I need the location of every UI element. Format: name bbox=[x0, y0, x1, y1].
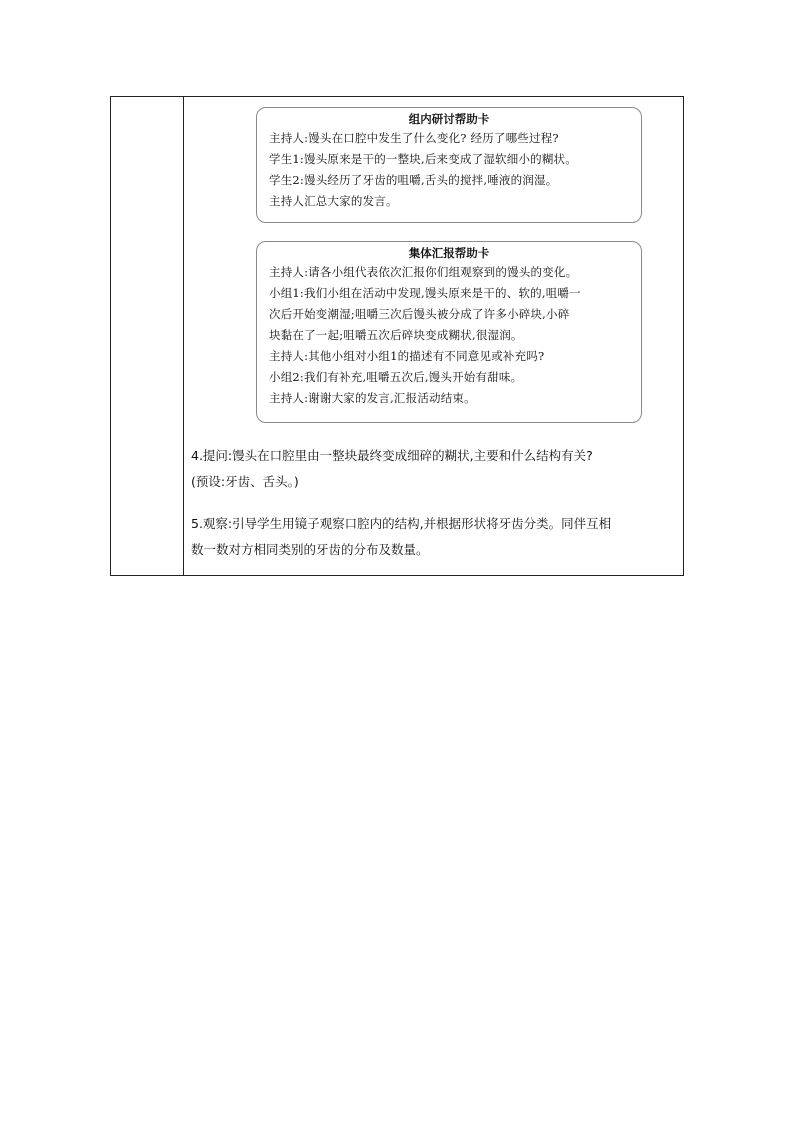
group-discussion-help-card bbox=[256, 107, 642, 223]
card-line: 次后开始变潮湿;咀嚼三次后馒头被分成了许多小碎块,小碎 bbox=[269, 307, 570, 321]
paragraph-line: 5.观察:引导学生用镜子观察口腔内的结构,并根据形状将牙齿分类。同伴互相 bbox=[191, 516, 612, 531]
card-line: 主持人汇总大家的发言。 bbox=[269, 194, 398, 208]
card-line: 主持人:请各小组代表依次汇报你们组观察到的馒头的变化。 bbox=[269, 265, 578, 279]
step-4-question bbox=[191, 443, 681, 495]
group-report-help-card bbox=[256, 241, 642, 423]
card-line: 小组2:我们有补充,咀嚼五次后,馒头开始有甜味。 bbox=[269, 370, 523, 384]
card-line: 主持人:馒头在口腔中发生了什么变化? 经历了哪些过程? bbox=[269, 131, 559, 145]
card-line: 学生1:馒头原来是干的一整块,后来变成了湿软细小的糊状。 bbox=[269, 152, 577, 166]
paragraph-line: (预设:牙齿、舌头。) bbox=[191, 474, 299, 489]
card-title: 组内研讨帮助卡 bbox=[408, 112, 490, 126]
lesson-table bbox=[110, 96, 684, 576]
card-title: 集体汇报帮助卡 bbox=[408, 246, 490, 260]
card-line: 小组1:我们小组在活动中发现,馒头原来是干的、软的,咀嚼一 bbox=[269, 286, 581, 300]
paragraph-line: 4.提问:馒头在口腔里由一整块最终变成细碎的糊状,主要和什么结构有关? bbox=[191, 448, 593, 463]
card-line: 块黏在了一起;咀嚼五次后碎块变成糊状,很湿润。 bbox=[269, 328, 523, 342]
table-left-column bbox=[111, 97, 184, 575]
step-5-observation bbox=[191, 511, 681, 563]
card-line: 主持人:其他小组对小组1的描述有不同意见或补充吗? bbox=[269, 349, 545, 363]
card-line: 主持人:谢谢大家的发言,汇报活动结束。 bbox=[269, 391, 476, 405]
card-line: 学生2:馒头经历了牙齿的咀嚼,舌头的搅拌,唾液的润湿。 bbox=[269, 173, 558, 187]
paragraph-line: 数一数对方相同类别的牙齿的分布及数量。 bbox=[191, 542, 429, 557]
